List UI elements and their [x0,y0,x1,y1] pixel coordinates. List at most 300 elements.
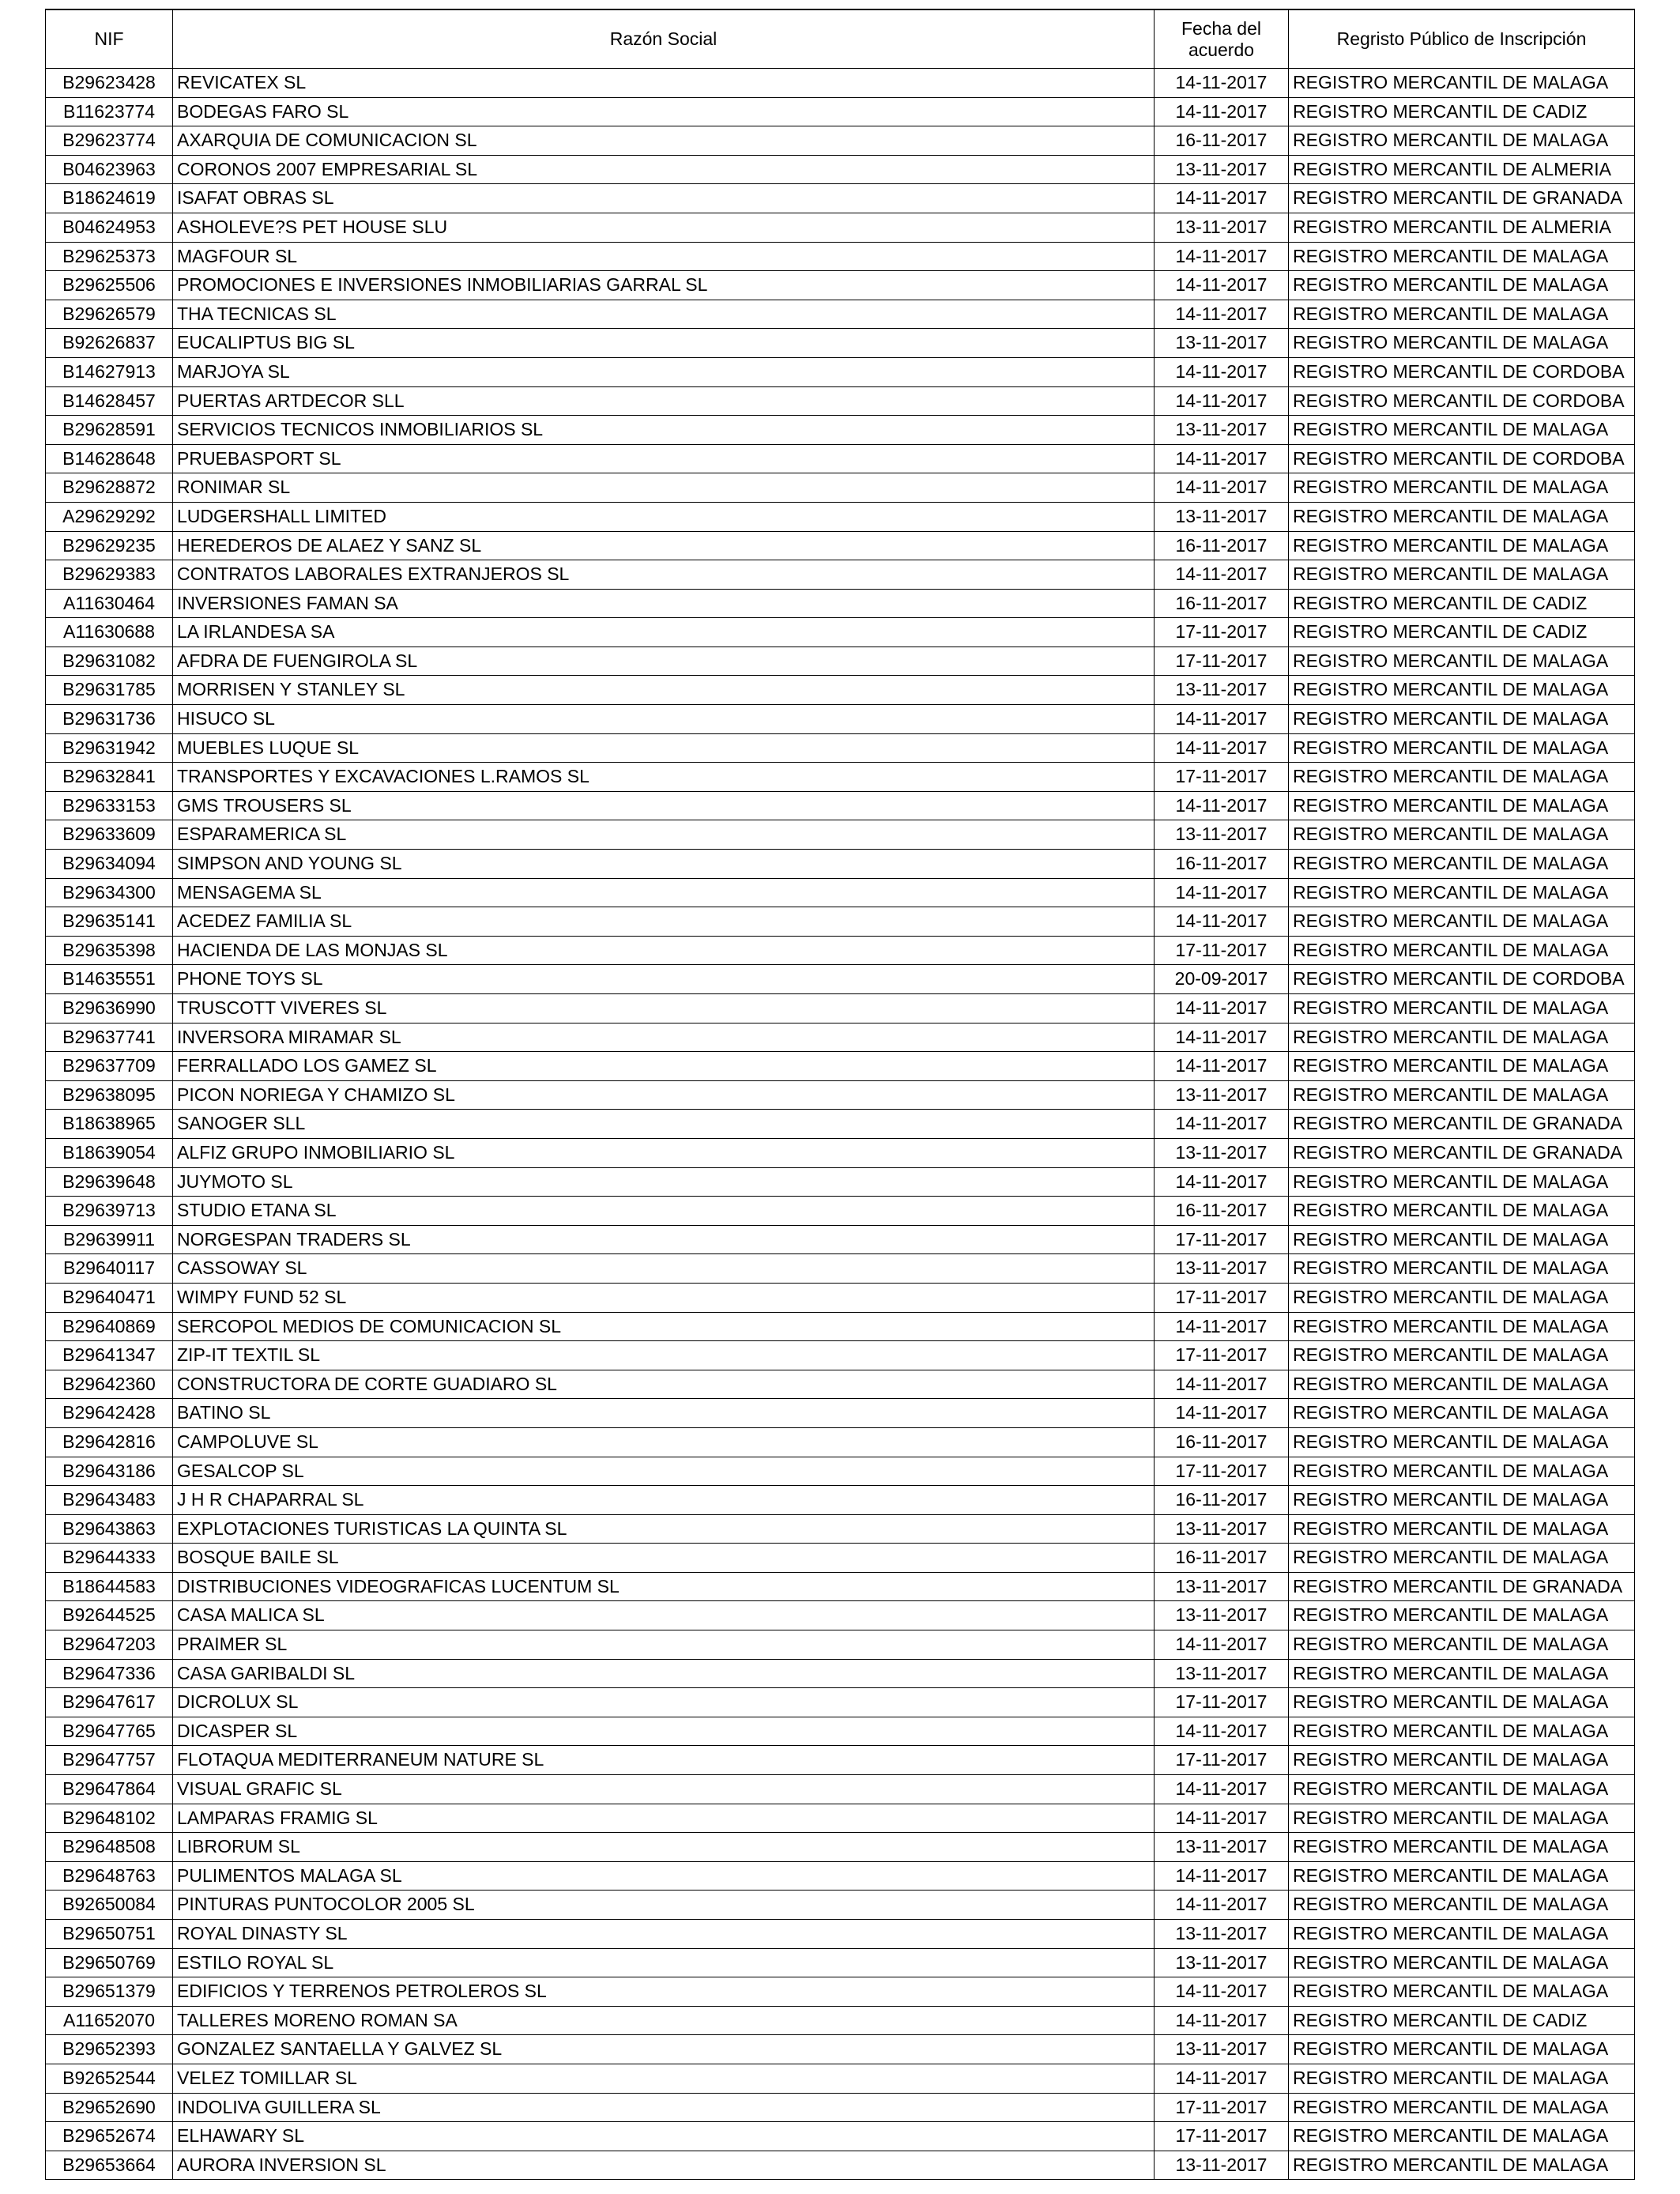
header-fecha-line1: Fecha del [1181,17,1261,39]
table-row [46,676,1635,705]
fecha-cell: 13-11-2017 [1155,1601,1289,1630]
table-row [46,1775,1635,1804]
fecha-cell: 17-11-2017 [1155,1457,1289,1486]
registro-cell: REGISTRO MERCANTIL DE MALAGA [1289,1225,1635,1254]
razon-social-cell: ESPARAMERICA SL [173,820,1155,850]
registro-cell: REGISTRO MERCANTIL DE MALAGA [1289,676,1635,705]
nif-cell: B11623774 [46,97,173,126]
fecha-cell: 13-11-2017 [1155,1080,1289,1110]
fecha-cell: 16-11-2017 [1155,126,1289,156]
nif-cell: B04623963 [46,155,173,184]
registro-cell: REGISTRO MERCANTIL DE MALAGA [1289,1861,1635,1891]
fecha-cell: 14-11-2017 [1155,1023,1289,1052]
fecha-cell: 14-11-2017 [1155,1717,1289,1746]
registro-cell: REGISTRO MERCANTIL DE MALAGA [1289,416,1635,445]
nif-cell: A11630688 [46,618,173,647]
fecha-cell: 13-11-2017 [1155,676,1289,705]
table-row [46,1920,1635,1949]
registro-cell: REGISTRO MERCANTIL DE MALAGA [1289,1254,1635,1284]
header-row [46,9,1635,69]
fecha-cell: 17-11-2017 [1155,1688,1289,1717]
table-row [46,2035,1635,2064]
razon-social-cell: MORRISEN Y STANLEY SL [173,676,1155,705]
razon-social-cell: BATINO SL [173,1399,1155,1428]
nif-cell: B29643186 [46,1457,173,1486]
fecha-cell: 13-11-2017 [1155,1254,1289,1284]
registro-cell: REGISTRO MERCANTIL DE GRANADA [1289,1572,1635,1601]
table-row [46,97,1635,126]
fecha-cell: 14-11-2017 [1155,1630,1289,1660]
fecha-cell: 14-11-2017 [1155,878,1289,907]
fecha-cell: 14-11-2017 [1155,907,1289,937]
nif-cell: B29631942 [46,733,173,763]
table-row [46,1312,1635,1341]
registro-cell: REGISTRO MERCANTIL DE MALAGA [1289,763,1635,792]
razon-social-cell: HISUCO SL [173,705,1155,734]
fecha-cell: 14-11-2017 [1155,1052,1289,1081]
registro-cell: REGISTRO MERCANTIL DE MALAGA [1289,1977,1635,2007]
registro-cell: REGISTRO MERCANTIL DE MALAGA [1289,242,1635,271]
nif-cell: A11630464 [46,589,173,618]
registro-cell: REGISTRO MERCANTIL DE ALMERIA [1289,213,1635,242]
registro-cell: REGISTRO MERCANTIL DE CADIZ [1289,589,1635,618]
table-row [46,1861,1635,1891]
registro-cell: REGISTRO MERCANTIL DE MALAGA [1289,705,1635,734]
razon-social-cell: FLOTAQUA MEDITERRANEUM NATURE SL [173,1746,1155,1775]
nif-cell: B29643483 [46,1486,173,1515]
header-fecha [1155,9,1289,69]
fecha-cell: 13-11-2017 [1155,1514,1289,1544]
fecha-cell: 14-11-2017 [1155,1861,1289,1891]
table-row [46,329,1635,358]
nif-cell: B29647203 [46,1630,173,1660]
razon-social-cell: J H R CHAPARRAL SL [173,1486,1155,1515]
nif-cell: B29637741 [46,1023,173,1052]
nif-cell: B29628591 [46,416,173,445]
nif-cell: B14628648 [46,444,173,473]
registro-cell: REGISTRO MERCANTIL DE MALAGA [1289,1080,1635,1110]
razon-social-cell: SANOGER SLL [173,1110,1155,1139]
razon-social-cell: ASHOLEVE?S PET HOUSE SLU [173,213,1155,242]
nif-cell: B29648508 [46,1833,173,1862]
razon-social-cell: PUERTAS ARTDECOR SLL [173,386,1155,416]
nif-cell: B29647864 [46,1775,173,1804]
fecha-cell: 13-11-2017 [1155,1659,1289,1688]
registro-cell: REGISTRO MERCANTIL DE MALAGA [1289,2151,1635,2180]
table-row [46,647,1635,676]
fecha-cell: 14-11-2017 [1155,733,1289,763]
nif-cell: B18638965 [46,1110,173,1139]
registro-cell: REGISTRO MERCANTIL DE CADIZ [1289,97,1635,126]
fecha-cell: 14-11-2017 [1155,1110,1289,1139]
nif-cell: B29635398 [46,936,173,965]
nif-cell: B29651379 [46,1977,173,2007]
fecha-cell: 17-11-2017 [1155,618,1289,647]
razon-social-cell: DICASPER SL [173,1717,1155,1746]
fecha-cell: 14-11-2017 [1155,1312,1289,1341]
registro-cell: REGISTRO MERCANTIL DE MALAGA [1289,502,1635,531]
nif-cell: B29647617 [46,1688,173,1717]
registro-cell: REGISTRO MERCANTIL DE MALAGA [1289,1804,1635,1833]
table-row [46,1544,1635,1573]
table-row [46,1833,1635,1862]
nif-cell: B92644525 [46,1601,173,1630]
table-row [46,820,1635,850]
razon-social-cell: DISTRIBUCIONES VIDEOGRAFICAS LUCENTUM SL [173,1572,1155,1601]
nif-cell: B29639911 [46,1225,173,1254]
table-row [46,994,1635,1023]
registro-cell: REGISTRO MERCANTIL DE MALAGA [1289,878,1635,907]
registro-cell: REGISTRO MERCANTIL DE MALAGA [1289,1630,1635,1660]
fecha-cell: 14-11-2017 [1155,300,1289,329]
registro-cell: REGISTRO MERCANTIL DE GRANADA [1289,1138,1635,1167]
fecha-cell: 13-11-2017 [1155,416,1289,445]
table-row [46,2122,1635,2151]
table-row [46,1688,1635,1717]
registro-cell: REGISTRO MERCANTIL DE MALAGA [1289,2093,1635,2122]
table-row [46,560,1635,590]
fecha-cell: 17-11-2017 [1155,763,1289,792]
registry-table [45,9,1635,2180]
table-row [46,1717,1635,1746]
nif-cell: B18639054 [46,1138,173,1167]
razon-social-cell: FERRALLADO LOS GAMEZ SL [173,1052,1155,1081]
nif-cell: B14635551 [46,965,173,994]
fecha-cell: 14-11-2017 [1155,1370,1289,1399]
registro-cell: REGISTRO MERCANTIL DE CORDOBA [1289,444,1635,473]
registro-cell: REGISTRO MERCANTIL DE MALAGA [1289,907,1635,937]
fecha-cell: 14-11-2017 [1155,271,1289,300]
fecha-cell: 20-09-2017 [1155,965,1289,994]
table-row [46,242,1635,271]
header-registro: Regristo Público de Inscripción [1289,9,1635,69]
fecha-cell: 14-11-2017 [1155,1775,1289,1804]
registro-cell: REGISTRO MERCANTIL DE MALAGA [1289,1544,1635,1573]
registro-cell: REGISTRO MERCANTIL DE MALAGA [1289,1427,1635,1457]
razon-social-cell: MENSAGEMA SL [173,878,1155,907]
nif-cell: A29629292 [46,502,173,531]
fecha-cell: 14-11-2017 [1155,705,1289,734]
registro-cell: REGISTRO MERCANTIL DE CORDOBA [1289,965,1635,994]
fecha-cell: 13-11-2017 [1155,820,1289,850]
table-row [46,1341,1635,1370]
nif-cell: B29637709 [46,1052,173,1081]
registro-cell: REGISTRO MERCANTIL DE MALAGA [1289,1197,1635,1226]
registro-cell: REGISTRO MERCANTIL DE GRANADA [1289,184,1635,213]
nif-cell: B29625506 [46,271,173,300]
nif-cell: B29623428 [46,69,173,98]
fecha-cell: 13-11-2017 [1155,502,1289,531]
registro-cell: REGISTRO MERCANTIL DE MALAGA [1289,531,1635,560]
nif-cell: B29647757 [46,1746,173,1775]
nif-cell: B29623774 [46,126,173,156]
fecha-cell: 14-11-2017 [1155,791,1289,820]
registro-cell: REGISTRO MERCANTIL DE MALAGA [1289,733,1635,763]
registro-cell: REGISTRO MERCANTIL DE MALAGA [1289,1688,1635,1717]
razon-social-cell: VISUAL GRAFIC SL [173,1775,1155,1804]
fecha-cell: 16-11-2017 [1155,1427,1289,1457]
razon-social-cell: GMS TROUSERS SL [173,791,1155,820]
registro-cell: REGISTRO MERCANTIL DE MALAGA [1289,2122,1635,2151]
razon-social-cell: SIMPSON AND YOUNG SL [173,850,1155,879]
table-row [46,271,1635,300]
razon-social-cell: PRUEBASPORT SL [173,444,1155,473]
fecha-cell: 14-11-2017 [1155,473,1289,503]
fecha-cell: 17-11-2017 [1155,2093,1289,2122]
table-row [46,1052,1635,1081]
razon-social-cell: CONTRATOS LABORALES EXTRANJEROS SL [173,560,1155,590]
razon-social-cell: CASA MALICA SL [173,1601,1155,1630]
razon-social-cell: EDIFICIOS Y TERRENOS PETROLEROS SL [173,1977,1155,2007]
fecha-cell: 16-11-2017 [1155,1486,1289,1515]
registro-cell: REGISTRO MERCANTIL DE MALAGA [1289,126,1635,156]
razon-social-cell: TALLERES MORENO ROMAN SA [173,2006,1155,2035]
table-row [46,213,1635,242]
nif-cell: B29629235 [46,531,173,560]
razon-social-cell: PICON NORIEGA Y CHAMIZO SL [173,1080,1155,1110]
razon-social-cell: ACEDEZ FAMILIA SL [173,907,1155,937]
registro-cell: REGISTRO MERCANTIL DE MALAGA [1289,820,1635,850]
registro-cell: REGISTRO MERCANTIL DE MALAGA [1289,1891,1635,1920]
table-row [46,1254,1635,1284]
razon-social-cell: ROYAL DINASTY SL [173,1920,1155,1949]
table-row [46,1457,1635,1486]
table-row [46,155,1635,184]
table-row [46,1138,1635,1167]
razon-social-cell: PULIMENTOS MALAGA SL [173,1861,1155,1891]
table-row [46,502,1635,531]
table-row [46,184,1635,213]
fecha-cell: 17-11-2017 [1155,936,1289,965]
table-row [46,300,1635,329]
table-row [46,416,1635,445]
fecha-cell: 17-11-2017 [1155,1341,1289,1370]
fecha-cell: 16-11-2017 [1155,589,1289,618]
registro-cell: REGISTRO MERCANTIL DE MALAGA [1289,473,1635,503]
fecha-cell: 13-11-2017 [1155,155,1289,184]
fecha-cell: 14-11-2017 [1155,386,1289,416]
registro-cell: REGISTRO MERCANTIL DE MALAGA [1289,300,1635,329]
registro-cell: REGISTRO MERCANTIL DE MALAGA [1289,936,1635,965]
registro-cell: REGISTRO MERCANTIL DE MALAGA [1289,1023,1635,1052]
table-row [46,1804,1635,1833]
razon-social-cell: LAMPARAS FRAMIG SL [173,1804,1155,1833]
table-row [46,1572,1635,1601]
table-row [46,357,1635,386]
razon-social-cell: DICROLUX SL [173,1688,1155,1717]
razon-social-cell: PHONE TOYS SL [173,965,1155,994]
razon-social-cell: VELEZ TOMILLAR SL [173,2064,1155,2093]
registro-cell: REGISTRO MERCANTIL DE MALAGA [1289,1370,1635,1399]
table-row [46,1659,1635,1688]
registro-cell: REGISTRO MERCANTIL DE MALAGA [1289,1399,1635,1428]
razon-social-cell: NORGESPAN TRADERS SL [173,1225,1155,1254]
table-row [46,1746,1635,1775]
registro-cell: REGISTRO MERCANTIL DE MALAGA [1289,1659,1635,1688]
fecha-cell: 17-11-2017 [1155,647,1289,676]
nif-cell: B29629383 [46,560,173,590]
fecha-cell: 16-11-2017 [1155,850,1289,879]
razon-social-cell: MUEBLES LUQUE SL [173,733,1155,763]
nif-cell: B29633153 [46,791,173,820]
registro-cell: REGISTRO MERCANTIL DE MALAGA [1289,1833,1635,1862]
table-row [46,936,1635,965]
razon-social-cell: RONIMAR SL [173,473,1155,503]
registro-cell: REGISTRO MERCANTIL DE MALAGA [1289,1775,1635,1804]
fecha-cell: 14-11-2017 [1155,357,1289,386]
razon-social-cell: GONZALEZ SANTAELLA Y GALVEZ SL [173,2035,1155,2064]
razon-social-cell: CONSTRUCTORA DE CORTE GUADIARO SL [173,1370,1155,1399]
nif-cell: B29642428 [46,1399,173,1428]
razon-social-cell: SERCOPOL MEDIOS DE COMUNICACION SL [173,1312,1155,1341]
nif-cell: B29642360 [46,1370,173,1399]
nif-cell: B29650751 [46,1920,173,1949]
table-row [46,763,1635,792]
table-row [46,473,1635,503]
nif-cell: B29626579 [46,300,173,329]
razon-social-cell: THA TECNICAS SL [173,300,1155,329]
razon-social-cell: AURORA INVERSION SL [173,2151,1155,2180]
razon-social-cell: WIMPY FUND 52 SL [173,1283,1155,1312]
nif-cell: B29641347 [46,1341,173,1370]
nif-cell: B29640471 [46,1283,173,1312]
table-row [46,1197,1635,1226]
fecha-cell: 16-11-2017 [1155,531,1289,560]
razon-social-cell: BODEGAS FARO SL [173,97,1155,126]
table-row [46,965,1635,994]
razon-social-cell: TRUSCOTT VIVERES SL [173,994,1155,1023]
table-row [46,850,1635,879]
registro-cell: REGISTRO MERCANTIL DE MALAGA [1289,1052,1635,1081]
nif-cell: B04624953 [46,213,173,242]
fecha-cell: 14-11-2017 [1155,444,1289,473]
nif-cell: B29650769 [46,1948,173,1977]
fecha-cell: 14-11-2017 [1155,242,1289,271]
registro-cell: REGISTRO MERCANTIL DE MALAGA [1289,2064,1635,2093]
table-row [46,589,1635,618]
table-row [46,1948,1635,1977]
table-row [46,1486,1635,1515]
registro-cell: REGISTRO MERCANTIL DE CORDOBA [1289,357,1635,386]
razon-social-cell: LIBRORUM SL [173,1833,1155,1862]
registro-cell: REGISTRO MERCANTIL DE GRANADA [1289,1110,1635,1139]
fecha-cell: 14-11-2017 [1155,1167,1289,1197]
razon-social-cell: MAGFOUR SL [173,242,1155,271]
table-row [46,1370,1635,1399]
table-row [46,2006,1635,2035]
nif-cell: B29634300 [46,878,173,907]
fecha-cell: 14-11-2017 [1155,1977,1289,2007]
registro-cell: REGISTRO MERCANTIL DE ALMERIA [1289,155,1635,184]
razon-social-cell: CASSOWAY SL [173,1254,1155,1284]
nif-cell: B92650084 [46,1891,173,1920]
razon-social-cell: ISAFAT OBRAS SL [173,184,1155,213]
table-row [46,1891,1635,1920]
registro-cell: REGISTRO MERCANTIL DE CADIZ [1289,2006,1635,2035]
registro-cell: REGISTRO MERCANTIL DE MALAGA [1289,791,1635,820]
registro-cell: REGISTRO MERCANTIL DE MALAGA [1289,1717,1635,1746]
nif-cell: B29635141 [46,907,173,937]
nif-cell: B29639648 [46,1167,173,1197]
nif-cell: B29631736 [46,705,173,734]
registro-cell: REGISTRO MERCANTIL DE MALAGA [1289,560,1635,590]
razon-social-cell: PINTURAS PUNTOCOLOR 2005 SL [173,1891,1155,1920]
table-row [46,1399,1635,1428]
razon-social-cell: CAMPOLUVE SL [173,1427,1155,1457]
fecha-cell: 14-11-2017 [1155,69,1289,98]
fecha-cell: 16-11-2017 [1155,1544,1289,1573]
razon-social-cell: PROMOCIONES E INVERSIONES INMOBILIARIAS GARRAL SL [173,271,1155,300]
nif-cell: B29636990 [46,994,173,1023]
nif-cell: B29653664 [46,2151,173,2180]
table-row [46,1977,1635,2007]
table-row [46,444,1635,473]
nif-cell: B18624619 [46,184,173,213]
table-row [46,1023,1635,1052]
nif-cell: B29652690 [46,2093,173,2122]
nif-cell: B92626837 [46,329,173,358]
table-row [46,1283,1635,1312]
fecha-cell: 14-11-2017 [1155,2006,1289,2035]
registro-cell: REGISTRO MERCANTIL DE CADIZ [1289,618,1635,647]
nif-cell: B29642816 [46,1427,173,1457]
table-row [46,1167,1635,1197]
table-body [46,69,1635,2180]
table-row [46,1225,1635,1254]
registro-cell: REGISTRO MERCANTIL DE MALAGA [1289,1920,1635,1949]
table-row [46,1514,1635,1544]
razon-social-cell: BOSQUE BAILE SL [173,1544,1155,1573]
razon-social-cell: JUYMOTO SL [173,1167,1155,1197]
fecha-cell: 17-11-2017 [1155,1225,1289,1254]
razon-social-cell: HEREDEROS DE ALAEZ Y SANZ SL [173,531,1155,560]
table-row [46,386,1635,416]
razon-social-cell: LUDGERSHALL LIMITED [173,502,1155,531]
table-row [46,907,1635,937]
fecha-cell: 13-11-2017 [1155,1948,1289,1977]
table-row [46,69,1635,98]
razon-social-cell: LA IRLANDESA SA [173,618,1155,647]
nif-cell: B29639713 [46,1197,173,1226]
razon-social-cell: MARJOYA SL [173,357,1155,386]
table-row [46,2093,1635,2122]
fecha-cell: 13-11-2017 [1155,329,1289,358]
table-row [46,1080,1635,1110]
table-row [46,618,1635,647]
nif-cell: B29628872 [46,473,173,503]
registro-cell: REGISTRO MERCANTIL DE MALAGA [1289,1341,1635,1370]
razon-social-cell: AFDRA DE FUENGIROLA SL [173,647,1155,676]
fecha-cell: 14-11-2017 [1155,1399,1289,1428]
fecha-cell: 17-11-2017 [1155,1283,1289,1312]
nif-cell: A11652070 [46,2006,173,2035]
razon-social-cell: AXARQUIA DE COMUNICACION SL [173,126,1155,156]
registro-cell: REGISTRO MERCANTIL DE MALAGA [1289,271,1635,300]
registro-cell: REGISTRO MERCANTIL DE CORDOBA [1289,386,1635,416]
razon-social-cell: INVERSORA MIRAMAR SL [173,1023,1155,1052]
nif-cell: B29648102 [46,1804,173,1833]
nif-cell: B29638095 [46,1080,173,1110]
razon-social-cell: ZIP-IT TEXTIL SL [173,1341,1155,1370]
fecha-cell: 14-11-2017 [1155,994,1289,1023]
razon-social-cell: INVERSIONES FAMAN SA [173,589,1155,618]
registro-cell: REGISTRO MERCANTIL DE MALAGA [1289,647,1635,676]
razon-social-cell: ALFIZ GRUPO INMOBILIARIO SL [173,1138,1155,1167]
razon-social-cell: REVICATEX SL [173,69,1155,98]
registro-cell: REGISTRO MERCANTIL DE MALAGA [1289,1167,1635,1197]
table-row [46,878,1635,907]
nif-cell: B29647765 [46,1717,173,1746]
